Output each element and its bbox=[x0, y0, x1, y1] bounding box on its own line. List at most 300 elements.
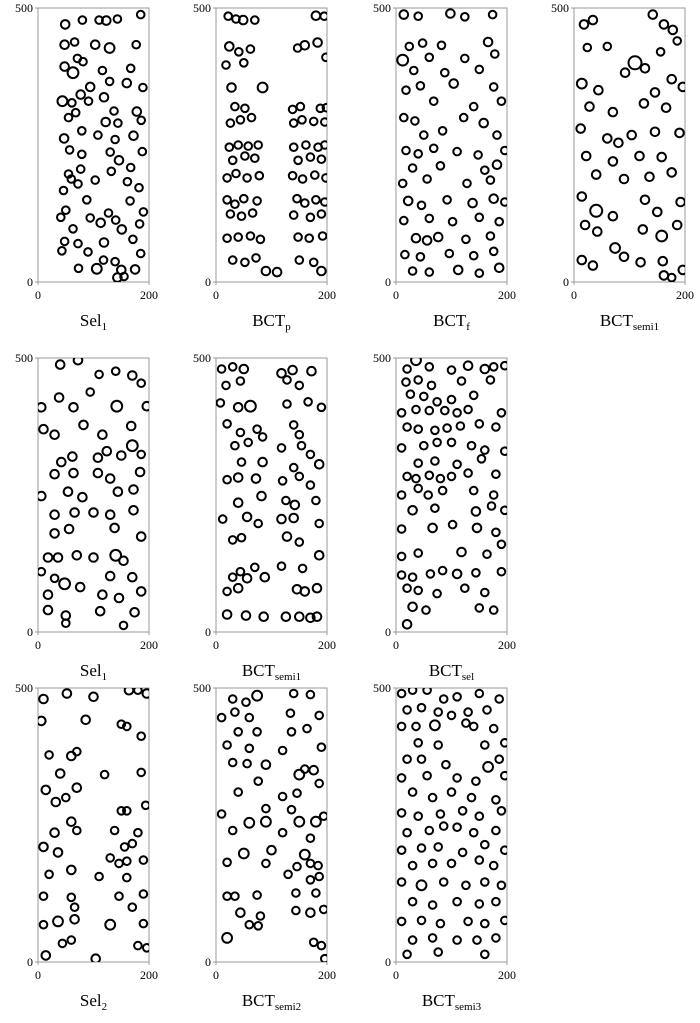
circle-point bbox=[105, 209, 113, 217]
circle-point bbox=[668, 274, 676, 282]
circle-point bbox=[300, 850, 310, 860]
circle-point bbox=[130, 608, 139, 617]
circle-point bbox=[51, 575, 59, 583]
circle-point bbox=[83, 196, 91, 204]
circle-point bbox=[453, 774, 461, 782]
circle-point bbox=[59, 940, 67, 948]
circle-point bbox=[100, 93, 109, 102]
circle-point bbox=[310, 118, 318, 126]
circle-point bbox=[307, 153, 315, 161]
circle-point bbox=[483, 762, 493, 772]
circle-point bbox=[418, 917, 426, 925]
circle-point bbox=[398, 690, 406, 698]
circle-point bbox=[222, 933, 232, 943]
circle-point bbox=[490, 83, 498, 91]
circle-point bbox=[490, 725, 498, 733]
circle-point bbox=[426, 363, 434, 371]
circle-point bbox=[223, 234, 231, 242]
chart-panel bbox=[15, 1, 158, 333]
circle-point bbox=[129, 485, 138, 494]
points-group bbox=[398, 355, 509, 628]
circle-point bbox=[410, 67, 418, 75]
circle-point bbox=[584, 44, 592, 52]
circle-point bbox=[304, 398, 312, 406]
circle-point bbox=[498, 807, 506, 815]
circle-point bbox=[234, 141, 242, 149]
circle-point bbox=[461, 55, 469, 63]
circle-point bbox=[64, 487, 73, 496]
circle-point bbox=[124, 178, 132, 186]
circle-point bbox=[120, 622, 128, 630]
circle-point bbox=[258, 83, 268, 93]
circle-point bbox=[126, 197, 134, 205]
circle-point bbox=[65, 114, 73, 122]
circle-point bbox=[106, 510, 115, 519]
circle-point bbox=[100, 238, 109, 247]
circle-point bbox=[99, 67, 107, 75]
circle-point bbox=[398, 878, 406, 886]
circle-point bbox=[227, 210, 235, 218]
circle-point bbox=[446, 250, 454, 258]
circle-point bbox=[414, 812, 422, 820]
circle-point bbox=[434, 948, 442, 956]
circle-point bbox=[492, 529, 500, 537]
circle-point bbox=[60, 134, 69, 143]
circle-point bbox=[629, 56, 642, 69]
circle-point bbox=[313, 584, 322, 593]
circle-point bbox=[398, 491, 406, 499]
circle-point bbox=[60, 40, 69, 49]
circle-point bbox=[262, 805, 270, 813]
circle-point bbox=[222, 382, 230, 390]
circle-point bbox=[94, 469, 103, 478]
circle-point bbox=[232, 170, 240, 178]
points-group bbox=[398, 686, 509, 958]
circle-point bbox=[440, 695, 448, 703]
circle-point bbox=[245, 401, 256, 412]
circle-point bbox=[448, 439, 456, 447]
circle-point bbox=[398, 409, 406, 417]
circle-point bbox=[470, 487, 478, 495]
circle-point bbox=[110, 524, 119, 533]
circle-point bbox=[56, 360, 65, 369]
circle-point bbox=[448, 473, 456, 481]
circle-point bbox=[94, 453, 103, 462]
chart-panel bbox=[373, 1, 516, 333]
circle-point bbox=[236, 908, 245, 917]
circle-point bbox=[492, 827, 500, 835]
circle-point bbox=[227, 83, 236, 92]
circle-point bbox=[290, 211, 298, 219]
circle-point bbox=[307, 451, 315, 459]
circle-point bbox=[110, 107, 118, 115]
circle-point bbox=[133, 107, 142, 116]
circle-point bbox=[403, 829, 411, 837]
circle-point bbox=[609, 108, 618, 117]
circle-point bbox=[299, 565, 307, 573]
circle-point bbox=[68, 99, 76, 107]
panel-title-main: Sel bbox=[79, 311, 102, 330]
circle-point bbox=[223, 859, 231, 867]
circle-point bbox=[237, 116, 245, 124]
circle-point bbox=[134, 942, 142, 950]
circle-point bbox=[91, 40, 100, 49]
y-tick-label: 500 bbox=[15, 1, 33, 15]
panel-title bbox=[600, 311, 659, 333]
points-group bbox=[37, 686, 151, 963]
circle-point bbox=[294, 817, 304, 827]
circle-point bbox=[317, 267, 326, 276]
circle-point bbox=[322, 54, 330, 62]
circle-point bbox=[426, 215, 434, 223]
circle-point bbox=[442, 761, 450, 769]
circle-point bbox=[417, 82, 425, 90]
circle-point bbox=[434, 708, 442, 716]
circle-point bbox=[309, 766, 318, 775]
circle-point bbox=[318, 210, 326, 218]
circle-point bbox=[234, 403, 243, 412]
circle-point bbox=[302, 141, 310, 149]
circle-point bbox=[403, 755, 411, 763]
circle-point bbox=[244, 818, 254, 828]
circle-point bbox=[223, 174, 231, 182]
circle-point bbox=[140, 856, 148, 864]
circle-point bbox=[457, 548, 466, 557]
circle-point bbox=[229, 157, 237, 165]
circle-point bbox=[490, 248, 498, 256]
circle-point bbox=[318, 743, 326, 751]
circle-point bbox=[400, 10, 409, 19]
panel-title bbox=[429, 661, 474, 683]
circle-point bbox=[50, 529, 59, 538]
circle-point bbox=[105, 920, 115, 930]
circle-point bbox=[662, 103, 671, 112]
circle-point bbox=[441, 69, 449, 77]
circle-point bbox=[227, 119, 235, 127]
circle-point bbox=[71, 38, 79, 46]
circle-point bbox=[244, 142, 252, 150]
circle-point bbox=[254, 141, 262, 149]
circle-point bbox=[279, 829, 287, 837]
x-tick-label: 200 bbox=[318, 638, 336, 652]
circle-point bbox=[137, 379, 145, 387]
circle-point bbox=[397, 55, 408, 66]
circle-point bbox=[44, 590, 53, 599]
circle-point bbox=[137, 532, 146, 541]
circle-point bbox=[251, 154, 259, 162]
circle-point bbox=[318, 155, 326, 163]
circle-point bbox=[108, 168, 116, 176]
circle-point bbox=[420, 393, 428, 401]
circle-point bbox=[234, 788, 242, 796]
circle-point bbox=[476, 214, 484, 222]
circle-point bbox=[673, 221, 682, 230]
circle-point bbox=[492, 796, 500, 804]
chart-panel bbox=[193, 1, 336, 333]
circle-point bbox=[301, 199, 309, 207]
circle-point bbox=[96, 607, 105, 616]
circle-point bbox=[68, 67, 79, 78]
circle-point bbox=[437, 475, 445, 483]
circle-point bbox=[137, 587, 146, 596]
circle-point bbox=[464, 361, 473, 370]
circle-point bbox=[582, 152, 591, 161]
circle-point bbox=[481, 365, 490, 374]
circle-point bbox=[414, 150, 422, 158]
y-tick-label: 0 bbox=[205, 955, 211, 969]
circle-point bbox=[131, 265, 140, 274]
circle-point bbox=[261, 817, 271, 827]
circle-point bbox=[72, 109, 80, 117]
circle-point bbox=[481, 741, 489, 749]
circle-point bbox=[132, 41, 140, 49]
circle-point bbox=[409, 267, 417, 275]
circle-point bbox=[312, 497, 320, 505]
circle-point bbox=[253, 891, 261, 899]
circle-point bbox=[282, 497, 290, 505]
panel-title-main: BCT bbox=[428, 661, 462, 680]
circle-point bbox=[627, 131, 636, 140]
circle-point bbox=[434, 233, 443, 242]
circle-point bbox=[430, 97, 438, 105]
circle-point bbox=[446, 9, 455, 18]
circle-point bbox=[428, 524, 437, 533]
circle-point bbox=[58, 96, 68, 106]
circle-point bbox=[42, 786, 51, 795]
circle-point bbox=[495, 264, 504, 273]
circle-point bbox=[492, 934, 500, 942]
circle-point bbox=[79, 16, 87, 24]
circle-point bbox=[136, 220, 144, 228]
circle-point bbox=[426, 407, 434, 415]
circle-point bbox=[139, 84, 147, 92]
circle-point bbox=[106, 572, 115, 581]
circle-point bbox=[229, 759, 237, 767]
circle-point bbox=[55, 393, 64, 402]
circle-point bbox=[577, 79, 587, 89]
circle-point bbox=[403, 706, 411, 714]
circle-point bbox=[433, 398, 441, 406]
circle-point bbox=[428, 382, 436, 390]
circle-point bbox=[427, 570, 435, 578]
points-group bbox=[397, 9, 508, 277]
chart-panel bbox=[193, 681, 336, 1013]
circle-point bbox=[282, 612, 291, 621]
x-tick-label: 200 bbox=[498, 968, 516, 982]
circle-point bbox=[299, 175, 307, 183]
circle-point bbox=[319, 232, 327, 240]
circle-point bbox=[53, 917, 63, 927]
circle-point bbox=[414, 12, 422, 20]
circle-point bbox=[660, 20, 669, 29]
circle-point bbox=[673, 37, 681, 45]
y-tick-label: 0 bbox=[385, 275, 391, 289]
circle-point bbox=[315, 551, 324, 560]
circle-point bbox=[423, 772, 431, 780]
circle-point bbox=[69, 403, 78, 412]
circle-point bbox=[91, 176, 99, 184]
circle-point bbox=[322, 174, 330, 182]
circle-point bbox=[488, 502, 496, 510]
circle-point bbox=[234, 473, 243, 482]
circle-point bbox=[414, 425, 422, 433]
circle-point bbox=[112, 367, 120, 375]
circle-point bbox=[493, 160, 502, 169]
circle-point bbox=[246, 921, 254, 929]
points-group bbox=[576, 10, 687, 281]
circle-point bbox=[424, 491, 432, 499]
circle-point bbox=[296, 473, 304, 481]
circle-point bbox=[85, 97, 93, 105]
circle-point bbox=[62, 206, 70, 214]
circle-point bbox=[312, 196, 320, 204]
circle-point bbox=[296, 382, 304, 390]
circle-point bbox=[476, 66, 484, 74]
circle-point bbox=[98, 430, 107, 439]
circle-point bbox=[609, 212, 618, 221]
circle-point bbox=[246, 745, 254, 753]
circle-point bbox=[74, 356, 83, 365]
circle-point bbox=[63, 689, 72, 698]
circle-point bbox=[448, 860, 456, 868]
circle-point bbox=[303, 725, 311, 733]
circle-point bbox=[320, 906, 328, 914]
circle-point bbox=[426, 472, 434, 480]
circle-point bbox=[125, 686, 134, 695]
circle-point bbox=[592, 170, 601, 179]
circle-point bbox=[472, 569, 480, 577]
circle-point bbox=[225, 42, 234, 51]
circle-point bbox=[483, 550, 491, 558]
circle-point bbox=[470, 392, 478, 400]
circle-point bbox=[39, 425, 48, 434]
circle-point bbox=[74, 240, 82, 248]
chart-panel bbox=[15, 351, 158, 683]
circle-point bbox=[458, 377, 466, 385]
circle-point bbox=[71, 903, 79, 911]
x-tick-label: 0 bbox=[35, 638, 41, 652]
circle-point bbox=[417, 253, 425, 261]
circle-point bbox=[226, 143, 234, 151]
circle-point bbox=[76, 583, 85, 592]
circle-point bbox=[409, 936, 417, 944]
circle-point bbox=[660, 271, 669, 280]
x-tick-label: 200 bbox=[498, 288, 516, 302]
circle-point bbox=[498, 882, 506, 890]
circle-point bbox=[223, 892, 231, 900]
circle-point bbox=[476, 604, 484, 612]
circle-point bbox=[129, 506, 138, 515]
circle-point bbox=[242, 611, 251, 620]
circle-point bbox=[640, 99, 649, 108]
circle-point bbox=[229, 827, 237, 835]
circle-point bbox=[238, 212, 246, 220]
circle-point bbox=[223, 420, 231, 428]
panel-title-subscript: semi1 bbox=[274, 671, 302, 683]
circle-point bbox=[310, 259, 318, 267]
circle-point bbox=[244, 439, 252, 447]
circle-point bbox=[229, 695, 237, 703]
circle-point bbox=[229, 573, 237, 581]
circle-point bbox=[140, 920, 148, 928]
circle-point bbox=[429, 901, 437, 909]
circle-point bbox=[443, 196, 451, 204]
panel-title-subscript: f bbox=[466, 321, 470, 333]
circle-point bbox=[54, 848, 63, 857]
circle-point bbox=[470, 829, 478, 837]
circle-point bbox=[490, 606, 498, 614]
circle-point bbox=[604, 43, 612, 51]
circle-point bbox=[106, 474, 115, 483]
circle-point bbox=[464, 406, 472, 414]
circle-point bbox=[498, 568, 506, 576]
circle-point bbox=[267, 846, 276, 855]
circle-point bbox=[292, 907, 300, 915]
circle-point bbox=[448, 788, 456, 796]
circle-point bbox=[105, 43, 115, 53]
circle-point bbox=[667, 75, 676, 84]
circle-point bbox=[45, 751, 53, 759]
circle-point bbox=[498, 97, 506, 105]
circle-point bbox=[237, 568, 245, 576]
circle-point bbox=[412, 723, 420, 731]
circle-point bbox=[73, 827, 81, 835]
circle-point bbox=[86, 388, 94, 396]
circle-point bbox=[89, 553, 98, 562]
circle-point bbox=[657, 153, 666, 162]
circle-point bbox=[278, 444, 286, 452]
circle-point bbox=[464, 918, 472, 926]
circle-point bbox=[111, 827, 119, 835]
circle-point bbox=[307, 214, 315, 222]
x-tick-label: 0 bbox=[393, 968, 399, 982]
circle-point bbox=[621, 68, 630, 77]
circle-point bbox=[238, 534, 246, 542]
chart-panel bbox=[551, 1, 694, 333]
circle-point bbox=[578, 192, 587, 201]
circle-point bbox=[137, 250, 145, 258]
circle-point bbox=[429, 860, 437, 868]
circle-point bbox=[409, 862, 417, 870]
circle-point bbox=[398, 918, 406, 926]
circle-point bbox=[481, 951, 489, 959]
circle-point bbox=[453, 148, 461, 156]
circle-point bbox=[101, 118, 110, 127]
circle-point bbox=[223, 588, 231, 596]
circle-point bbox=[495, 755, 503, 763]
circle-point bbox=[296, 538, 304, 546]
circle-point bbox=[491, 50, 499, 58]
circle-point bbox=[40, 921, 48, 929]
circle-point bbox=[418, 202, 426, 210]
x-tick-label: 0 bbox=[571, 288, 577, 302]
circle-point bbox=[237, 429, 245, 437]
circle-point bbox=[117, 451, 126, 460]
circle-point bbox=[234, 498, 243, 507]
circle-point bbox=[139, 148, 147, 156]
circle-point bbox=[412, 406, 420, 414]
circle-point bbox=[468, 794, 476, 802]
circle-point bbox=[453, 570, 462, 579]
circle-point bbox=[400, 217, 408, 225]
circle-point bbox=[279, 793, 287, 801]
circle-point bbox=[403, 365, 411, 373]
circle-point bbox=[490, 862, 498, 870]
circle-point bbox=[44, 606, 53, 615]
circle-point bbox=[431, 504, 439, 512]
circle-point bbox=[476, 269, 484, 277]
circle-point bbox=[641, 64, 650, 73]
